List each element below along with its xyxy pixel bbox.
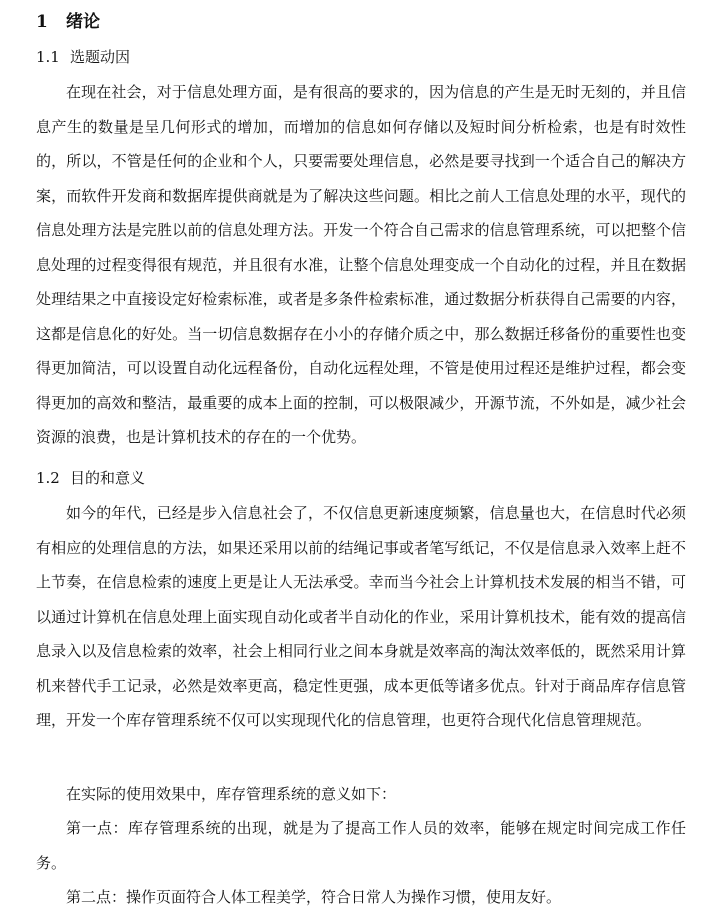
paragraph-significance-intro: 在实际的使用效果中，库存管理系统的意义如下： — [66, 785, 397, 803]
section-title-1-2: 目的和意义 — [70, 469, 146, 487]
chapter-heading — [36, 8, 100, 36]
section-heading-1-2 — [36, 464, 145, 492]
section-number-1-1: 1.1 — [36, 48, 60, 66]
section-title-1-1: 选题动因 — [70, 48, 131, 66]
paragraph-point-one: 第一点：库存管理系统的出现，就是为了提高工作人员的效率，能够在规定时间完成工作任务。 — [36, 819, 686, 872]
chapter-number: 1 — [36, 12, 48, 32]
section-heading-1-1 — [36, 43, 130, 71]
section-number-1-2: 1.2 — [36, 469, 60, 487]
paragraph-motivation: 在现在社会，对于信息处理方面，是有很高的要求的，因为信息的产生是无时无刻的，并且信息产生的数量是呈几何形式的增加，而增加的信息如何存储以及短时间分析检索，也是有时效性的，所以，不管是任何的企业和个人，只要需要处理信息，必然是要寻找到一个适合自己的解决方案，而软件开发商和数据库提供商就是为了解决这些问题。相比之前人工信息处理的水平，现代的信息处理方法是完胜以前的信息处理方法。开发一个符合自己需求的信息管理系统，可以把整个信息处理的过程变得很有规范，并且很有水准，让整个信息处理变成一个自动化的过程，并且在数据处理结果之中直接设定好检索标准，或者是多条件检索标准，通过数据分析获得自己需要的内容，这都是信息化的好处。当一切信息数据存在小小的存储介质之中，那么数据迁移备份的重要性也变得更加简洁，可以设置自动化远程备份，自动化远程处理，不管是使用过程还是维护过程，都会变得更加的高效和整洁，最重要的成本上面的控制，可以极限减少，开源节流，不外如是，减少社会资源的浪费，也是计算机技术的存在的一个优势。 — [36, 83, 686, 446]
paragraph-point-two: 第二点：操作页面符合人体工程美学，符合日常人为操作习惯，使用友好。 — [66, 888, 562, 906]
paragraph-purpose: 如今的年代，已经是步入信息社会了，不仅信息更新速度频繁，信息量也大，在信息时代必须有相应的处理信息的方法，如果还采用以前的结绳记事或者笔写纸记，不仅是信息录入效率上赶不上节奏，在信息检索的速度上更是让人无法承受。幸而当今社会上计算机技术发展的相当不错，可以通过计算机在信息处理上面实现自动化或者半自动化的作业，采用计算机技术，能有效的提高信息录入以及信息检索的效率，社会上相同行业之间本身就是效率高的淘汰效率低的，既然采用计算机来替代手工记录，必然是效率更高，稳定性更强，成本更低等诸多优点。针对于商品库存信息管理，开发一个库存管理系统不仅可以实现现代化的信息管理，也更符合现代化信息管理规范。 — [36, 504, 686, 729]
chapter-title: 绪论 — [66, 12, 100, 32]
